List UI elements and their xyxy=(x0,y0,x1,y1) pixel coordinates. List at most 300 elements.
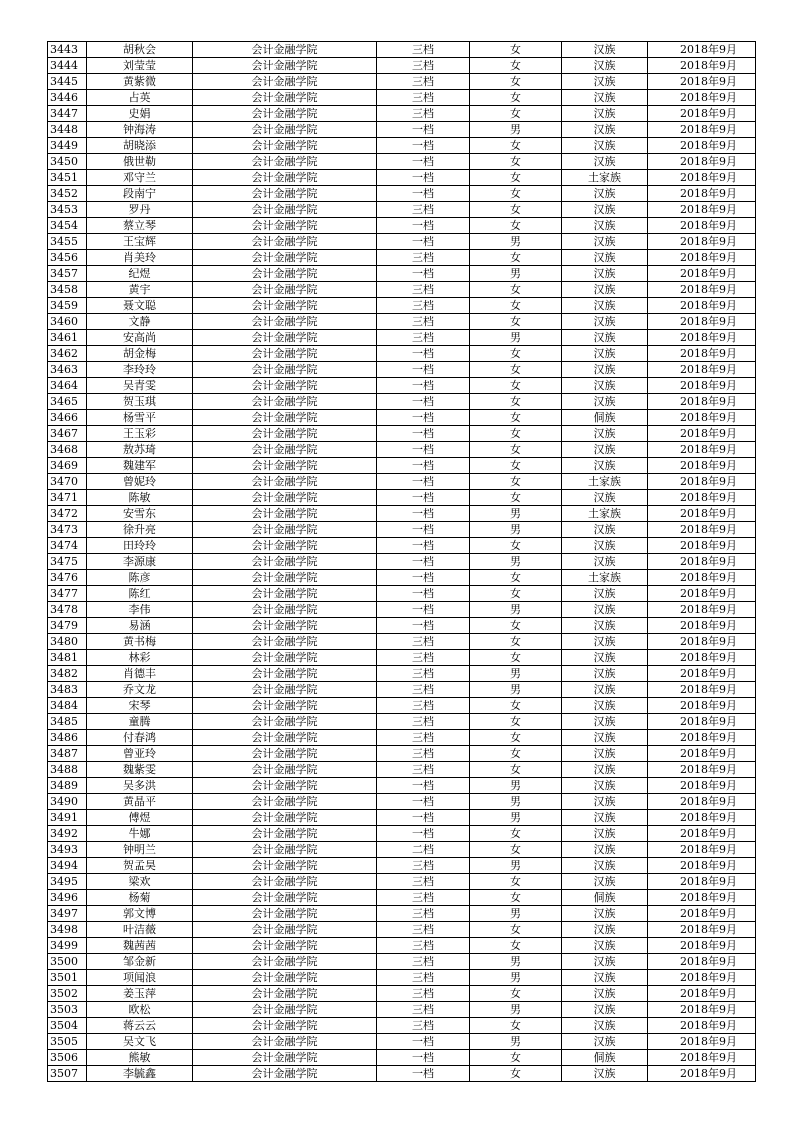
ethnicity-cell: 汉族 xyxy=(562,586,648,602)
enrollment-date-cell: 2018年9月 xyxy=(648,58,756,74)
enrollment-date-cell: 2018年9月 xyxy=(648,938,756,954)
name-cell: 钟海涛 xyxy=(87,122,193,138)
ethnicity-cell: 汉族 xyxy=(562,90,648,106)
table-row xyxy=(48,570,756,586)
table-row xyxy=(48,154,756,170)
enrollment-date-cell: 2018年9月 xyxy=(648,1034,756,1050)
college-cell: 会计金融学院 xyxy=(193,986,377,1002)
ethnicity-cell: 汉族 xyxy=(562,138,648,154)
gender-cell: 男 xyxy=(470,810,562,826)
name-cell: 林彩 xyxy=(87,650,193,666)
table-row xyxy=(48,314,756,330)
enrollment-date-cell: 2018年9月 xyxy=(648,74,756,90)
college-cell: 会计金融学院 xyxy=(193,714,377,730)
row-number-cell: 3477 xyxy=(48,586,87,602)
enrollment-date-cell: 2018年9月 xyxy=(648,970,756,986)
enrollment-date-cell: 2018年9月 xyxy=(648,42,756,58)
row-number-cell: 3476 xyxy=(48,570,87,586)
gender-cell: 男 xyxy=(470,858,562,874)
college-cell: 会计金融学院 xyxy=(193,1018,377,1034)
table-row xyxy=(48,650,756,666)
name-cell: 叶洁薇 xyxy=(87,922,193,938)
grade-level-cell: 三档 xyxy=(377,634,470,650)
gender-cell: 男 xyxy=(470,1034,562,1050)
ethnicity-cell: 汉族 xyxy=(562,74,648,90)
college-cell: 会计金融学院 xyxy=(193,842,377,858)
enrollment-date-cell: 2018年9月 xyxy=(648,666,756,682)
ethnicity-cell: 汉族 xyxy=(562,346,648,362)
grade-level-cell: 二档 xyxy=(377,842,470,858)
table-row xyxy=(48,42,756,58)
grade-level-cell: 一档 xyxy=(377,378,470,394)
row-number-cell: 3496 xyxy=(48,890,87,906)
college-cell: 会计金融学院 xyxy=(193,250,377,266)
gender-cell: 女 xyxy=(470,1066,562,1082)
grade-level-cell: 一档 xyxy=(377,778,470,794)
gender-cell: 男 xyxy=(470,1002,562,1018)
ethnicity-cell: 汉族 xyxy=(562,634,648,650)
grade-level-cell: 一档 xyxy=(377,266,470,282)
table-row xyxy=(48,394,756,410)
grade-level-cell: 一档 xyxy=(377,394,470,410)
name-cell: 傅煜 xyxy=(87,810,193,826)
row-number-cell: 3446 xyxy=(48,90,87,106)
college-cell: 会计金融学院 xyxy=(193,730,377,746)
name-cell: 乔文龙 xyxy=(87,682,193,698)
row-number-cell: 3447 xyxy=(48,106,87,122)
grade-level-cell: 一档 xyxy=(377,794,470,810)
enrollment-date-cell: 2018年9月 xyxy=(648,106,756,122)
grade-level-cell: 一档 xyxy=(377,474,470,490)
name-cell: 安雪东 xyxy=(87,506,193,522)
name-cell: 胡金梅 xyxy=(87,346,193,362)
row-number-cell: 3462 xyxy=(48,346,87,362)
grade-level-cell: 一档 xyxy=(377,1034,470,1050)
college-cell: 会计金融学院 xyxy=(193,330,377,346)
grade-level-cell: 三档 xyxy=(377,74,470,90)
enrollment-date-cell: 2018年9月 xyxy=(648,1050,756,1066)
table-row xyxy=(48,522,756,538)
row-number-cell: 3480 xyxy=(48,634,87,650)
ethnicity-cell: 汉族 xyxy=(562,362,648,378)
row-number-cell: 3487 xyxy=(48,746,87,762)
gender-cell: 女 xyxy=(470,218,562,234)
table-row xyxy=(48,378,756,394)
enrollment-date-cell: 2018年9月 xyxy=(648,394,756,410)
row-number-cell: 3504 xyxy=(48,1018,87,1034)
table-row xyxy=(48,666,756,682)
grade-level-cell: 一档 xyxy=(377,218,470,234)
grade-level-cell: 一档 xyxy=(377,426,470,442)
enrollment-date-cell: 2018年9月 xyxy=(648,250,756,266)
college-cell: 会计金融学院 xyxy=(193,618,377,634)
gender-cell: 女 xyxy=(470,42,562,58)
college-cell: 会计金融学院 xyxy=(193,506,377,522)
ethnicity-cell: 汉族 xyxy=(562,1066,648,1082)
college-cell: 会计金融学院 xyxy=(193,1066,377,1082)
gender-cell: 女 xyxy=(470,90,562,106)
grade-level-cell: 一档 xyxy=(377,810,470,826)
student-table xyxy=(47,41,756,1082)
college-cell: 会计金融学院 xyxy=(193,298,377,314)
enrollment-date-cell: 2018年9月 xyxy=(648,826,756,842)
grade-level-cell: 三档 xyxy=(377,666,470,682)
name-cell: 占英 xyxy=(87,90,193,106)
table-row xyxy=(48,874,756,890)
ethnicity-cell: 汉族 xyxy=(562,394,648,410)
enrollment-date-cell: 2018年9月 xyxy=(648,346,756,362)
name-cell: 李毓鑫 xyxy=(87,1066,193,1082)
ethnicity-cell: 汉族 xyxy=(562,826,648,842)
grade-level-cell: 一档 xyxy=(377,154,470,170)
table-row xyxy=(48,458,756,474)
enrollment-date-cell: 2018年9月 xyxy=(648,90,756,106)
enrollment-date-cell: 2018年9月 xyxy=(648,474,756,490)
ethnicity-cell: 汉族 xyxy=(562,1002,648,1018)
college-cell: 会计金融学院 xyxy=(193,586,377,602)
gender-cell: 男 xyxy=(470,954,562,970)
gender-cell: 女 xyxy=(470,490,562,506)
table-row xyxy=(48,634,756,650)
ethnicity-cell: 汉族 xyxy=(562,298,648,314)
grade-level-cell: 三档 xyxy=(377,698,470,714)
name-cell: 胡秋会 xyxy=(87,42,193,58)
college-cell: 会计金融学院 xyxy=(193,938,377,954)
college-cell: 会计金融学院 xyxy=(193,826,377,842)
table-row xyxy=(48,362,756,378)
enrollment-date-cell: 2018年9月 xyxy=(648,746,756,762)
college-cell: 会计金融学院 xyxy=(193,778,377,794)
table-row xyxy=(48,714,756,730)
row-number-cell: 3488 xyxy=(48,762,87,778)
row-number-cell: 3502 xyxy=(48,986,87,1002)
name-cell: 肖美玲 xyxy=(87,250,193,266)
ethnicity-cell: 汉族 xyxy=(562,218,648,234)
row-number-cell: 3498 xyxy=(48,922,87,938)
table-row xyxy=(48,618,756,634)
grade-level-cell: 三档 xyxy=(377,890,470,906)
enrollment-date-cell: 2018年9月 xyxy=(648,458,756,474)
enrollment-date-cell: 2018年9月 xyxy=(648,922,756,938)
enrollment-date-cell: 2018年9月 xyxy=(648,506,756,522)
enrollment-date-cell: 2018年9月 xyxy=(648,442,756,458)
row-number-cell: 3492 xyxy=(48,826,87,842)
gender-cell: 男 xyxy=(470,522,562,538)
enrollment-date-cell: 2018年9月 xyxy=(648,906,756,922)
gender-cell: 男 xyxy=(470,554,562,570)
row-number-cell: 3490 xyxy=(48,794,87,810)
ethnicity-cell: 汉族 xyxy=(562,58,648,74)
enrollment-date-cell: 2018年9月 xyxy=(648,266,756,282)
ethnicity-cell: 汉族 xyxy=(562,234,648,250)
gender-cell: 男 xyxy=(470,794,562,810)
grade-level-cell: 三档 xyxy=(377,314,470,330)
enrollment-date-cell: 2018年9月 xyxy=(648,122,756,138)
enrollment-date-cell: 2018年9月 xyxy=(648,602,756,618)
college-cell: 会计金融学院 xyxy=(193,426,377,442)
enrollment-date-cell: 2018年9月 xyxy=(648,362,756,378)
row-number-cell: 3507 xyxy=(48,1066,87,1082)
row-number-cell: 3450 xyxy=(48,154,87,170)
name-cell: 曾亚玲 xyxy=(87,746,193,762)
table-row xyxy=(48,970,756,986)
name-cell: 魏茜茜 xyxy=(87,938,193,954)
ethnicity-cell: 汉族 xyxy=(562,922,648,938)
grade-level-cell: 三档 xyxy=(377,298,470,314)
ethnicity-cell: 汉族 xyxy=(562,554,648,570)
grade-level-cell: 一档 xyxy=(377,586,470,602)
gender-cell: 女 xyxy=(470,474,562,490)
ethnicity-cell: 汉族 xyxy=(562,522,648,538)
college-cell: 会计金融学院 xyxy=(193,138,377,154)
ethnicity-cell: 汉族 xyxy=(562,858,648,874)
college-cell: 会计金融学院 xyxy=(193,538,377,554)
enrollment-date-cell: 2018年9月 xyxy=(648,794,756,810)
row-number-cell: 3505 xyxy=(48,1034,87,1050)
ethnicity-cell: 汉族 xyxy=(562,538,648,554)
ethnicity-cell: 土家族 xyxy=(562,506,648,522)
ethnicity-cell: 汉族 xyxy=(562,730,648,746)
row-number-cell: 3482 xyxy=(48,666,87,682)
grade-level-cell: 三档 xyxy=(377,1018,470,1034)
table-row xyxy=(48,986,756,1002)
grade-level-cell: 三档 xyxy=(377,106,470,122)
table-row xyxy=(48,826,756,842)
college-cell: 会计金融学院 xyxy=(193,266,377,282)
enrollment-date-cell: 2018年9月 xyxy=(648,650,756,666)
college-cell: 会计金融学院 xyxy=(193,314,377,330)
enrollment-date-cell: 2018年9月 xyxy=(648,314,756,330)
row-number-cell: 3506 xyxy=(48,1050,87,1066)
name-cell: 钟明兰 xyxy=(87,842,193,858)
table-row xyxy=(48,170,756,186)
enrollment-date-cell: 2018年9月 xyxy=(648,1002,756,1018)
name-cell: 项闻浪 xyxy=(87,970,193,986)
ethnicity-cell: 汉族 xyxy=(562,778,648,794)
name-cell: 杨雪平 xyxy=(87,410,193,426)
table-row xyxy=(48,346,756,362)
grade-level-cell: 三档 xyxy=(377,650,470,666)
enrollment-date-cell: 2018年9月 xyxy=(648,858,756,874)
college-cell: 会计金融学院 xyxy=(193,218,377,234)
college-cell: 会计金融学院 xyxy=(193,762,377,778)
gender-cell: 女 xyxy=(470,106,562,122)
gender-cell: 男 xyxy=(470,266,562,282)
enrollment-date-cell: 2018年9月 xyxy=(648,554,756,570)
gender-cell: 女 xyxy=(470,842,562,858)
table-row xyxy=(48,554,756,570)
name-cell: 肖德丰 xyxy=(87,666,193,682)
college-cell: 会计金融学院 xyxy=(193,458,377,474)
row-number-cell: 3478 xyxy=(48,602,87,618)
ethnicity-cell: 汉族 xyxy=(562,746,648,762)
enrollment-date-cell: 2018年9月 xyxy=(648,202,756,218)
table-row xyxy=(48,298,756,314)
table-row xyxy=(48,218,756,234)
ethnicity-cell: 汉族 xyxy=(562,442,648,458)
name-cell: 胡晓添 xyxy=(87,138,193,154)
ethnicity-cell: 汉族 xyxy=(562,906,648,922)
name-cell: 欧松 xyxy=(87,1002,193,1018)
row-number-cell: 3458 xyxy=(48,282,87,298)
gender-cell: 女 xyxy=(470,586,562,602)
name-cell: 贺孟昊 xyxy=(87,858,193,874)
gender-cell: 女 xyxy=(470,154,562,170)
college-cell: 会计金融学院 xyxy=(193,74,377,90)
gender-cell: 女 xyxy=(470,362,562,378)
ethnicity-cell: 汉族 xyxy=(562,426,648,442)
grade-level-cell: 三档 xyxy=(377,1002,470,1018)
grade-level-cell: 一档 xyxy=(377,618,470,634)
enrollment-date-cell: 2018年9月 xyxy=(648,986,756,1002)
row-number-cell: 3486 xyxy=(48,730,87,746)
row-number-cell: 3460 xyxy=(48,314,87,330)
gender-cell: 女 xyxy=(470,538,562,554)
grade-level-cell: 一档 xyxy=(377,234,470,250)
row-number-cell: 3469 xyxy=(48,458,87,474)
gender-cell: 女 xyxy=(470,922,562,938)
gender-cell: 男 xyxy=(470,602,562,618)
grade-level-cell: 三档 xyxy=(377,858,470,874)
row-number-cell: 3451 xyxy=(48,170,87,186)
grade-level-cell: 三档 xyxy=(377,762,470,778)
grade-level-cell: 三档 xyxy=(377,922,470,938)
enrollment-date-cell: 2018年9月 xyxy=(648,730,756,746)
college-cell: 会计金融学院 xyxy=(193,682,377,698)
ethnicity-cell: 汉族 xyxy=(562,666,648,682)
college-cell: 会计金融学院 xyxy=(193,346,377,362)
ethnicity-cell: 汉族 xyxy=(562,42,648,58)
ethnicity-cell: 汉族 xyxy=(562,458,648,474)
row-number-cell: 3455 xyxy=(48,234,87,250)
table-row xyxy=(48,890,756,906)
grade-level-cell: 一档 xyxy=(377,538,470,554)
row-number-cell: 3499 xyxy=(48,938,87,954)
table-row xyxy=(48,58,756,74)
college-cell: 会计金融学院 xyxy=(193,106,377,122)
ethnicity-cell: 侗族 xyxy=(562,890,648,906)
gender-cell: 女 xyxy=(470,314,562,330)
table-row xyxy=(48,746,756,762)
ethnicity-cell: 汉族 xyxy=(562,1018,648,1034)
row-number-cell: 3465 xyxy=(48,394,87,410)
gender-cell: 女 xyxy=(470,186,562,202)
row-number-cell: 3495 xyxy=(48,874,87,890)
grade-level-cell: 三档 xyxy=(377,202,470,218)
row-number-cell: 3456 xyxy=(48,250,87,266)
ethnicity-cell: 汉族 xyxy=(562,314,648,330)
gender-cell: 女 xyxy=(470,298,562,314)
college-cell: 会计金融学院 xyxy=(193,234,377,250)
grade-level-cell: 三档 xyxy=(377,282,470,298)
gender-cell: 男 xyxy=(470,682,562,698)
gender-cell: 女 xyxy=(470,938,562,954)
grade-level-cell: 一档 xyxy=(377,138,470,154)
gender-cell: 女 xyxy=(470,618,562,634)
name-cell: 陈红 xyxy=(87,586,193,602)
grade-level-cell: 一档 xyxy=(377,442,470,458)
grade-level-cell: 一档 xyxy=(377,346,470,362)
ethnicity-cell: 土家族 xyxy=(562,570,648,586)
table-row xyxy=(48,1050,756,1066)
gender-cell: 女 xyxy=(470,714,562,730)
enrollment-date-cell: 2018年9月 xyxy=(648,490,756,506)
enrollment-date-cell: 2018年9月 xyxy=(648,778,756,794)
name-cell: 童腾 xyxy=(87,714,193,730)
name-cell: 曾妮玲 xyxy=(87,474,193,490)
row-number-cell: 3470 xyxy=(48,474,87,490)
grade-level-cell: 三档 xyxy=(377,682,470,698)
grade-level-cell: 三档 xyxy=(377,970,470,986)
row-number-cell: 3443 xyxy=(48,42,87,58)
name-cell: 邓守兰 xyxy=(87,170,193,186)
row-number-cell: 3445 xyxy=(48,74,87,90)
grade-level-cell: 一档 xyxy=(377,602,470,618)
row-number-cell: 3468 xyxy=(48,442,87,458)
ethnicity-cell: 汉族 xyxy=(562,602,648,618)
table-row xyxy=(48,410,756,426)
grade-level-cell: 三档 xyxy=(377,730,470,746)
name-cell: 俄世勒 xyxy=(87,154,193,170)
enrollment-date-cell: 2018年9月 xyxy=(648,410,756,426)
enrollment-date-cell: 2018年9月 xyxy=(648,218,756,234)
name-cell: 吴文飞 xyxy=(87,1034,193,1050)
gender-cell: 女 xyxy=(470,442,562,458)
gender-cell: 女 xyxy=(470,890,562,906)
table-row xyxy=(48,1018,756,1034)
grade-level-cell: 三档 xyxy=(377,330,470,346)
grade-level-cell: 一档 xyxy=(377,362,470,378)
grade-level-cell: 一档 xyxy=(377,490,470,506)
name-cell: 徐升亮 xyxy=(87,522,193,538)
row-number-cell: 3485 xyxy=(48,714,87,730)
row-number-cell: 3494 xyxy=(48,858,87,874)
grade-level-cell: 三档 xyxy=(377,714,470,730)
ethnicity-cell: 汉族 xyxy=(562,282,648,298)
ethnicity-cell: 汉族 xyxy=(562,810,648,826)
grade-level-cell: 三档 xyxy=(377,874,470,890)
table-row xyxy=(48,202,756,218)
grade-level-cell: 三档 xyxy=(377,250,470,266)
gender-cell: 女 xyxy=(470,410,562,426)
gender-cell: 女 xyxy=(470,250,562,266)
college-cell: 会计金融学院 xyxy=(193,362,377,378)
name-cell: 纪煜 xyxy=(87,266,193,282)
ethnicity-cell: 汉族 xyxy=(562,842,648,858)
gender-cell: 男 xyxy=(470,906,562,922)
table-row xyxy=(48,138,756,154)
ethnicity-cell: 汉族 xyxy=(562,106,648,122)
ethnicity-cell: 汉族 xyxy=(562,378,648,394)
name-cell: 黄紫微 xyxy=(87,74,193,90)
college-cell: 会计金融学院 xyxy=(193,570,377,586)
grade-level-cell: 三档 xyxy=(377,986,470,1002)
row-number-cell: 3472 xyxy=(48,506,87,522)
gender-cell: 女 xyxy=(470,746,562,762)
row-number-cell: 3448 xyxy=(48,122,87,138)
name-cell: 李源康 xyxy=(87,554,193,570)
table-row xyxy=(48,698,756,714)
name-cell: 姜玉萍 xyxy=(87,986,193,1002)
enrollment-date-cell: 2018年9月 xyxy=(648,586,756,602)
gender-cell: 男 xyxy=(470,122,562,138)
gender-cell: 女 xyxy=(470,650,562,666)
college-cell: 会计金融学院 xyxy=(193,554,377,570)
college-cell: 会计金融学院 xyxy=(193,202,377,218)
enrollment-date-cell: 2018年9月 xyxy=(648,522,756,538)
table-row xyxy=(48,282,756,298)
gender-cell: 男 xyxy=(470,970,562,986)
